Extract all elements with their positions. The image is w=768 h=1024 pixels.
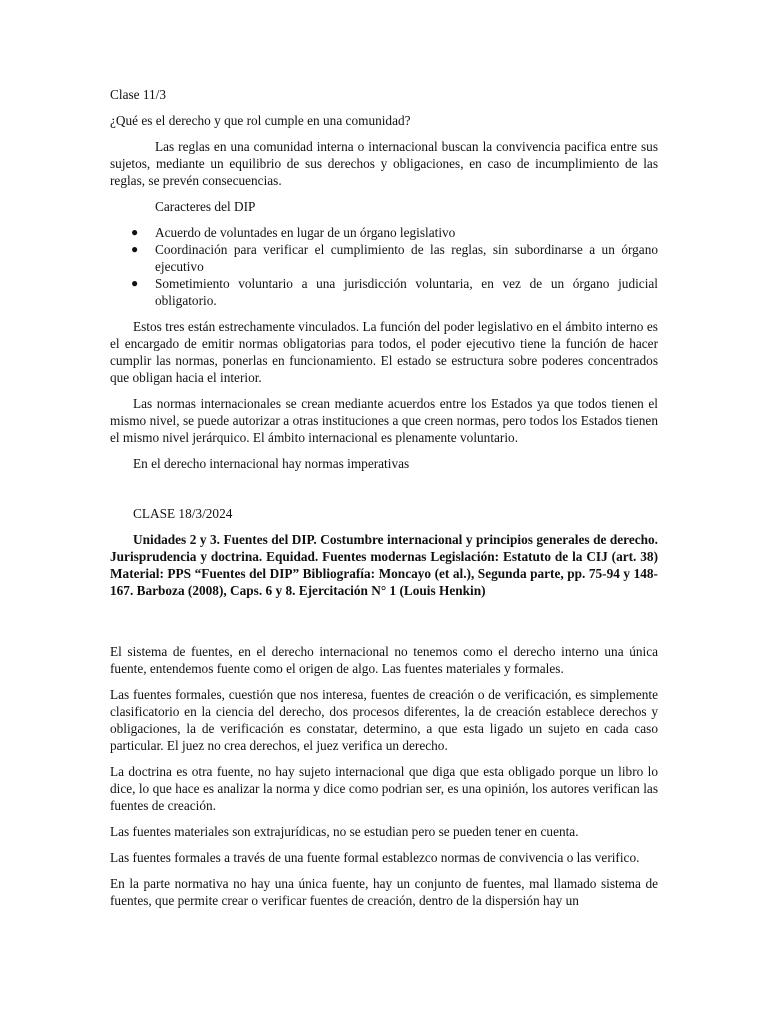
bullet-icon: ●	[131, 242, 139, 256]
bullet-icon: ●	[131, 276, 139, 290]
paragraph-parte-normativa: En la parte normativa no hay una única fuente, hay un conjunto de fuentes, mal llamado sistema de fuentes, que permite crear o verificar fuentes de creación, dentro de la dispersión hay un	[110, 876, 658, 908]
paragraph-vinculados: Estos tres están estrechamente vinculados. La función del poder legislativo en el ámbito interno es el encargado de emitir normas obligatorias para todos, el poder ejecutivo tiene la función de hacer cumplir las normas, ponerlas en funcionamiento. El estado se estructura sobre poderes concentrados que obligan hacia el interior.	[110, 319, 658, 385]
paragraph-reglas: Las reglas en una comunidad interna o internacional buscan la convivencia pacifica entre sus sujetos, mediante un equilibrio de sus derechos y obligaciones, en caso de incumplimiento de las reglas, se prevén consecuencias.	[110, 139, 658, 188]
list-item-text: Acuerdo de voluntades en lugar de un órgano legislativo	[155, 225, 456, 240]
paragraph-normas-imperativas: En el derecho internacional hay normas imperativas	[133, 456, 410, 471]
bullet-icon: ●	[131, 225, 139, 239]
clase-1-title: Clase 11/3	[110, 87, 167, 102]
clase-2-title: CLASE 18/3/2024	[133, 506, 233, 521]
paragraph-sistema-fuentes: El sistema de fuentes, en el derecho internacional no tenemos como el derecho interno una única fuente, entendemos fuente como el origen de algo. Las fuentes materiales y formales.	[110, 644, 658, 676]
list-item	[110, 241, 658, 275]
question-heading: ¿Qué es el derecho y que rol cumple en una comunidad?	[110, 113, 411, 128]
paragraph-fuentes-materiales: Las fuentes materiales son extrajurídicas, no se estudian pero se pueden tener en cuenta.	[110, 824, 579, 839]
caracteres-heading: Caracteres del DIP	[155, 199, 256, 214]
caracteres-list	[110, 224, 658, 309]
paragraph-normas-internacionales: Las normas internacionales se crean mediante acuerdos entre los Estados ya que todos tienen el mismo nivel, se puede autorizar a otras instituciones a que creen normas, pero todos los Estados tienen el mismo nivel jerárquico. El ámbito internacional es plenamente voluntario.	[110, 396, 658, 445]
list-item	[110, 275, 658, 309]
units-heading: Unidades 2 y 3. Fuentes del DIP. Costumbre internacional y principios generales de derecho. Jurisprudencia y doctrina. Equidad. Fuentes modernas Legislación: Estatuto de la CIJ (art. 38) Material: PPS “Fuentes del DIP” Bibliografía: Moncayo (et al.), Segunda parte, pp. 75-94 y 148-167. Barboza (2008), Caps. 6 y 8. Ejercitación N° 1 (Louis Henkin)	[110, 532, 658, 598]
list-item	[110, 224, 658, 241]
list-item-text: Sometimiento voluntario a una jurisdicción voluntaria, en vez de un órgano judicial obligatorio.	[155, 276, 658, 308]
paragraph-fuente-formal: Las fuentes formales a través de una fuente formal establezco normas de convivencia o las verifico.	[110, 850, 640, 865]
paragraph-fuentes-formales: Las fuentes formales, cuestión que nos interesa, fuentes de creación o de verificación, es simplemente clasificatorio en la ciencia del derecho, dos procesos diferentes, la de creación establece derechos y obligaciones, la de verificación es constatar, determino, a que esta ligado un sujeto en cada caso particular. El juez no crea derechos, el juez verifica un derecho.	[110, 687, 658, 753]
paragraph-doctrina: La doctrina es otra fuente, no hay sujeto internacional que diga que esta obligado porque un libro lo dice, lo que hace es analizar la norma y dice como podrian ser, es una opinión, los autores verifican las fuentes de creación.	[110, 764, 658, 813]
list-item-text: Coordinación para verificar el cumplimiento de las reglas, sin subordinarse a un órgano ejecutivo	[155, 242, 658, 274]
document-page	[110, 86, 658, 918]
